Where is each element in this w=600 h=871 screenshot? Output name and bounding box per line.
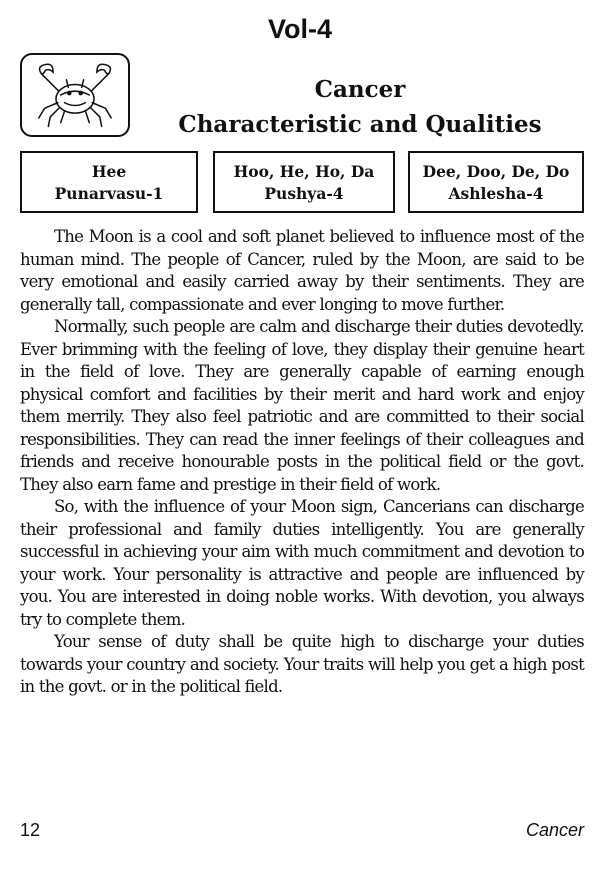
nakshatra-box [20,151,198,213]
nakshatra-syllables: Hoo, He, Ho, Da [233,162,375,181]
nakshatra-syllables: Dee, Doo, De, Do [422,162,570,181]
title-line-2: Characteristic and Qualities [178,111,542,138]
page-number: 12 [20,820,41,840]
nakshatra-syllables: Hee [91,162,127,181]
page-footer [20,820,584,844]
section-name: Cancer [525,820,584,840]
nakshatra-name: Ashlesha-4 [448,184,544,203]
paragraph: Your sense of duty shall be quite high to discharge your duties towards your country and society. Your traits will help you get a high post in the govt. or in the political field. [20,632,584,696]
paragraph: So, with the influence of your Moon sign, Cancerians can discharge their professional and family duties intelligently. You are generally successful in achieving your aim with much commitment and devotion to your work. Your personality is attractive and people are influenced by you. You are interested in doing noble works. With devotion, you always try to complete them. [20,497,584,629]
paragraph: The Moon is a cool and soft planet believed to influence most of the human mind. The people of Cancer, ruled by the Moon, are said to be very emotional and easily carried away by their sentiments. They are generally tall, compassionate and ever longing to move further. [20,227,584,314]
crab-zodiac-icon [20,53,130,137]
title-line-1: Cancer [314,76,406,103]
nakshatra-name: Punarvasu-1 [54,184,164,203]
nakshatra-box [213,151,395,213]
volume-label: Vol-4 [267,14,332,44]
nakshatra-box [408,151,584,213]
body-text [20,226,584,699]
nakshatra-name: Pushya-4 [264,184,344,203]
paragraph: Normally, such people are calm and discharge their duties devotedly. Ever brimming with the feeling of love, they display their genuine heart in the field of love. They are generally capable of earning enough physical comfort and facilities by their merit and hard work and enjoy them merrily. They also feel patriotic and are committed to their social responsibilities. They can read the inner feelings of their colleagues and friends and receive honourable posts in the political field or the govt. They also earn fame and prestige in their field of work. [20,317,584,494]
page-title [140,72,580,142]
